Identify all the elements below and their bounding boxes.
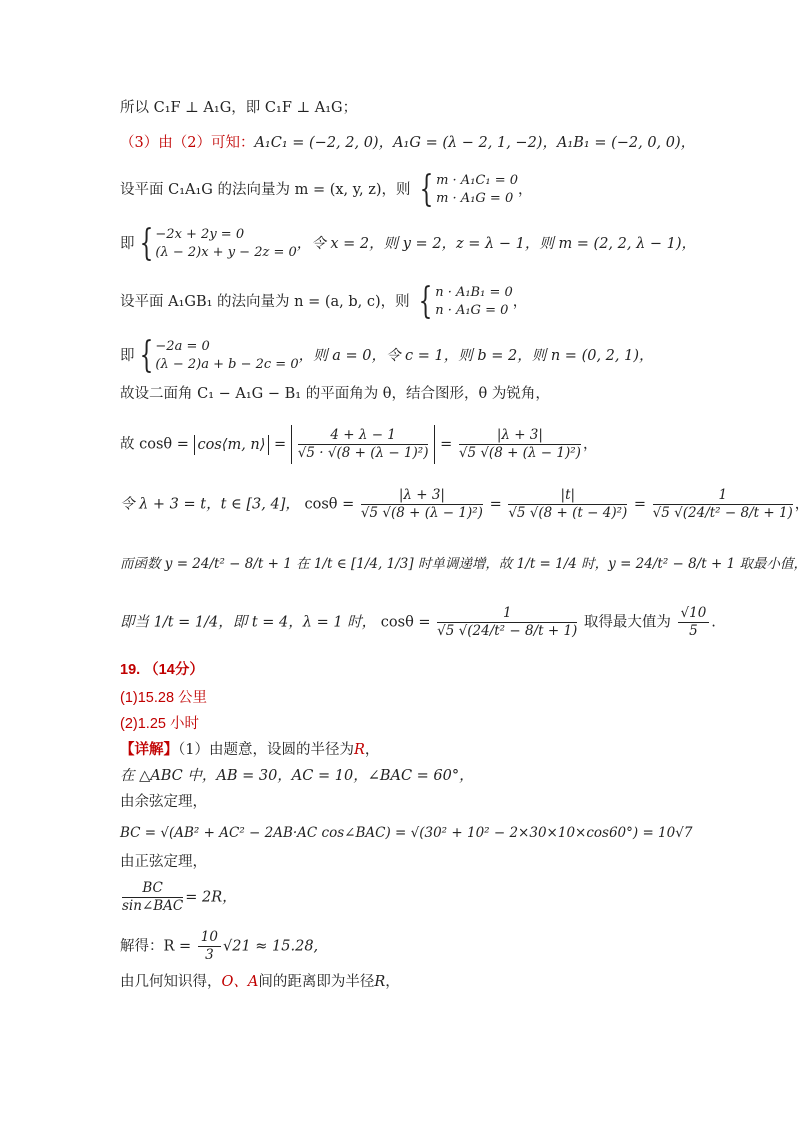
line-triangle-given	[120, 766, 474, 786]
left-brace-icon: {	[139, 223, 153, 264]
denominator: √5 √(24/t² − 8/t + 1)	[652, 505, 793, 521]
line-radius-result	[120, 929, 318, 964]
line-sine-law	[120, 852, 207, 872]
left-brace-icon: {	[139, 335, 153, 376]
text-detail-intro: （1）由题意，设圆的半径为	[178, 742, 354, 758]
symbol-R: R	[374, 974, 386, 990]
punct: ，	[518, 182, 533, 198]
fraction-t-2	[508, 487, 627, 522]
equation-m-1: m · A₁C₁ = 0	[436, 173, 518, 188]
text-perpendicular-conclusion: 所以 C₁F ⊥ A₁G，即 C₁F ⊥ A₁G；	[120, 100, 358, 116]
numerator: √10	[678, 605, 710, 623]
line-substitute-t	[120, 487, 809, 522]
equation-n-2: n · A₁G = 0	[435, 303, 509, 318]
text-sine-law: 由正弦定理，	[120, 854, 207, 870]
numerator: |λ + 3|	[361, 487, 483, 505]
equation-solve-n-1: −2a = 0	[155, 339, 210, 354]
text-cosine-law: 由余弦定理，	[120, 794, 207, 810]
text-bc-computation: BC = √(AB² + AC² − 2AB·AC cos∠BAC) = √(30² + 10² − 2×30×10×cos60°) = 10√7	[120, 825, 693, 841]
line-cos-theta	[120, 425, 597, 464]
punct: ，	[512, 294, 528, 310]
denominator: 5	[689, 623, 698, 639]
line-distance-oa	[120, 972, 400, 992]
text-normal-m: 设平面 C₁A₁G 的法向量为 m = (x, y, z)，则	[120, 182, 411, 198]
equals-sign: =	[633, 496, 647, 513]
text-cos-theta: 故 cosθ =	[120, 436, 189, 453]
fraction-cos-1	[298, 427, 429, 462]
punct: ，	[364, 742, 380, 758]
line-perpendicular-conclusion	[120, 98, 357, 118]
equation-solve-n-2: (λ − 2)a + b − 2c = 0	[155, 357, 299, 372]
text-ji: 即	[120, 348, 135, 364]
text-when-t: 即当 1/t = 1/4，即 t = 4，λ = 1 时，	[120, 614, 377, 631]
symbol-OA: O、A	[221, 974, 259, 990]
left-brace-icon: {	[419, 169, 434, 210]
text-cos-theta: cosθ =	[380, 614, 431, 631]
symbol-R: R	[353, 742, 365, 758]
line-solve-n	[120, 335, 654, 376]
line-monotonic	[120, 554, 807, 574]
punct: ，	[582, 436, 598, 453]
equation-solve-m-2: (λ − 2)x + y − 2z = 0	[155, 245, 297, 260]
fraction-radius	[198, 929, 221, 964]
denominator: 3	[205, 947, 214, 963]
text-dihedral-angle: 故设二面角 C₁ − A₁G − B₁ 的平面角为 θ，结合图形，θ 为锐角，	[120, 386, 550, 402]
text-radius-value: √21 ≈ 15.28,	[222, 938, 319, 955]
line-cosine-law	[120, 792, 207, 812]
denominator: √5 √(8 + (λ − 1)²)	[360, 505, 483, 521]
denominator: √5 √(8 + (λ − 1)²)	[458, 445, 581, 461]
text-monotonic: 而函数 y = 24/t² − 8/t + 1 在 1/t ∈ [1/4, 1/3] 时单调递增，故 1/t = 1/4 时，y = 24/t² − 8/t + 1 取最小值，	[120, 556, 807, 572]
vector-coordinates: A₁C₁ = (−2, 2, 0)，A₁G = (λ − 2, 1, −2)，A₁B₁ = (−2, 0, 0)，	[254, 135, 696, 151]
text-triangle-given: 在 △ABC 中，AB = 30，AC = 10，∠BAC = 60°，	[120, 768, 474, 784]
part3-label: （3）由（2）可知：	[120, 135, 255, 151]
punct: ，	[794, 496, 809, 513]
text-m-result: ，令 x = 2，则 y = 2，z = λ − 1，则 m = (2, 2, λ − 1)，	[296, 236, 697, 252]
numerator: 1	[437, 605, 577, 623]
text-answer-2: (2)1.25 小时	[120, 716, 199, 732]
text-cos-theta: cosθ =	[304, 496, 355, 513]
text-ji: 即	[120, 236, 135, 252]
line-sine-ratio	[120, 880, 237, 915]
text-2R: = 2R，	[185, 889, 237, 906]
text-substitute-t: 令 λ + 3 = t，t ∈ [3, 4]，	[120, 496, 300, 513]
numerator: 10	[198, 929, 221, 947]
line-dihedral-angle	[120, 384, 550, 404]
equation-m-2: m · A₁G = 0	[436, 191, 514, 206]
denominator: sin∠BAC	[122, 898, 184, 914]
numerator: |t|	[508, 487, 627, 505]
text-max-value: 取得最大值为	[583, 614, 671, 631]
denominator: √5 √(8 + (t − 4)²)	[508, 505, 628, 521]
line-bc-computation	[120, 823, 692, 843]
equation-system-n	[435, 284, 513, 320]
equals-sign: =	[440, 436, 453, 453]
fraction-max	[437, 605, 577, 640]
denominator: √5 · √(8 + (λ − 1)²)	[297, 445, 429, 461]
answer-1	[120, 688, 207, 708]
equation-system-solve-m	[155, 226, 296, 262]
equals-sign: =	[274, 436, 287, 453]
line-maximum	[120, 605, 716, 640]
text-question-19: 19. （14分）	[120, 662, 204, 678]
numerator: |λ + 3|	[459, 427, 581, 445]
equals-sign: =	[489, 496, 502, 513]
fraction-cos-2	[459, 427, 581, 462]
equation-solve-m-1: −2x + 2y = 0	[155, 227, 245, 242]
punct: .	[711, 614, 716, 631]
text-n-result: ，则 a = 0，令 c = 1，则 b = 2，则 n = (0, 2, 1)，	[298, 348, 654, 364]
equation-system-solve-n	[155, 338, 298, 374]
question-19-heading	[120, 660, 204, 680]
text-solve-R: 解得：R =	[120, 938, 192, 955]
equation-system-m	[436, 172, 518, 208]
answer-2	[120, 714, 199, 734]
numerator: BC	[122, 880, 183, 898]
line-normal-vector-n	[120, 281, 528, 322]
punct: ，	[385, 974, 400, 990]
numerator: 1	[653, 487, 793, 505]
fraction-t-1	[361, 487, 483, 522]
line-solve-m	[120, 223, 697, 264]
line-part3-vectors	[120, 133, 695, 153]
line-detail-intro	[120, 740, 379, 760]
fraction-max-value	[678, 605, 710, 640]
left-brace-icon: {	[418, 281, 433, 322]
line-normal-vector-m	[120, 169, 533, 210]
fraction-t-3	[653, 487, 793, 522]
text-answer-1: (1)15.28 公里	[120, 690, 208, 706]
equation-n-1: n · A₁B₁ = 0	[435, 285, 513, 300]
numerator: 4 + λ − 1	[298, 427, 429, 445]
detail-tag: 【详解】	[120, 741, 178, 758]
abs-cos-mn: cos⟨m, n⟩	[194, 435, 270, 455]
text-geometry: 由几何知识得，	[120, 974, 222, 990]
fraction-sine-ratio	[122, 880, 183, 915]
text-normal-n: 设平面 A₁GB₁ 的法向量为 n = (a, b, c)，则	[120, 294, 410, 310]
denominator: √5 √(24/t² − 8/t + 1)	[437, 623, 578, 639]
text-distance: 间的距离即为半径	[258, 974, 375, 990]
